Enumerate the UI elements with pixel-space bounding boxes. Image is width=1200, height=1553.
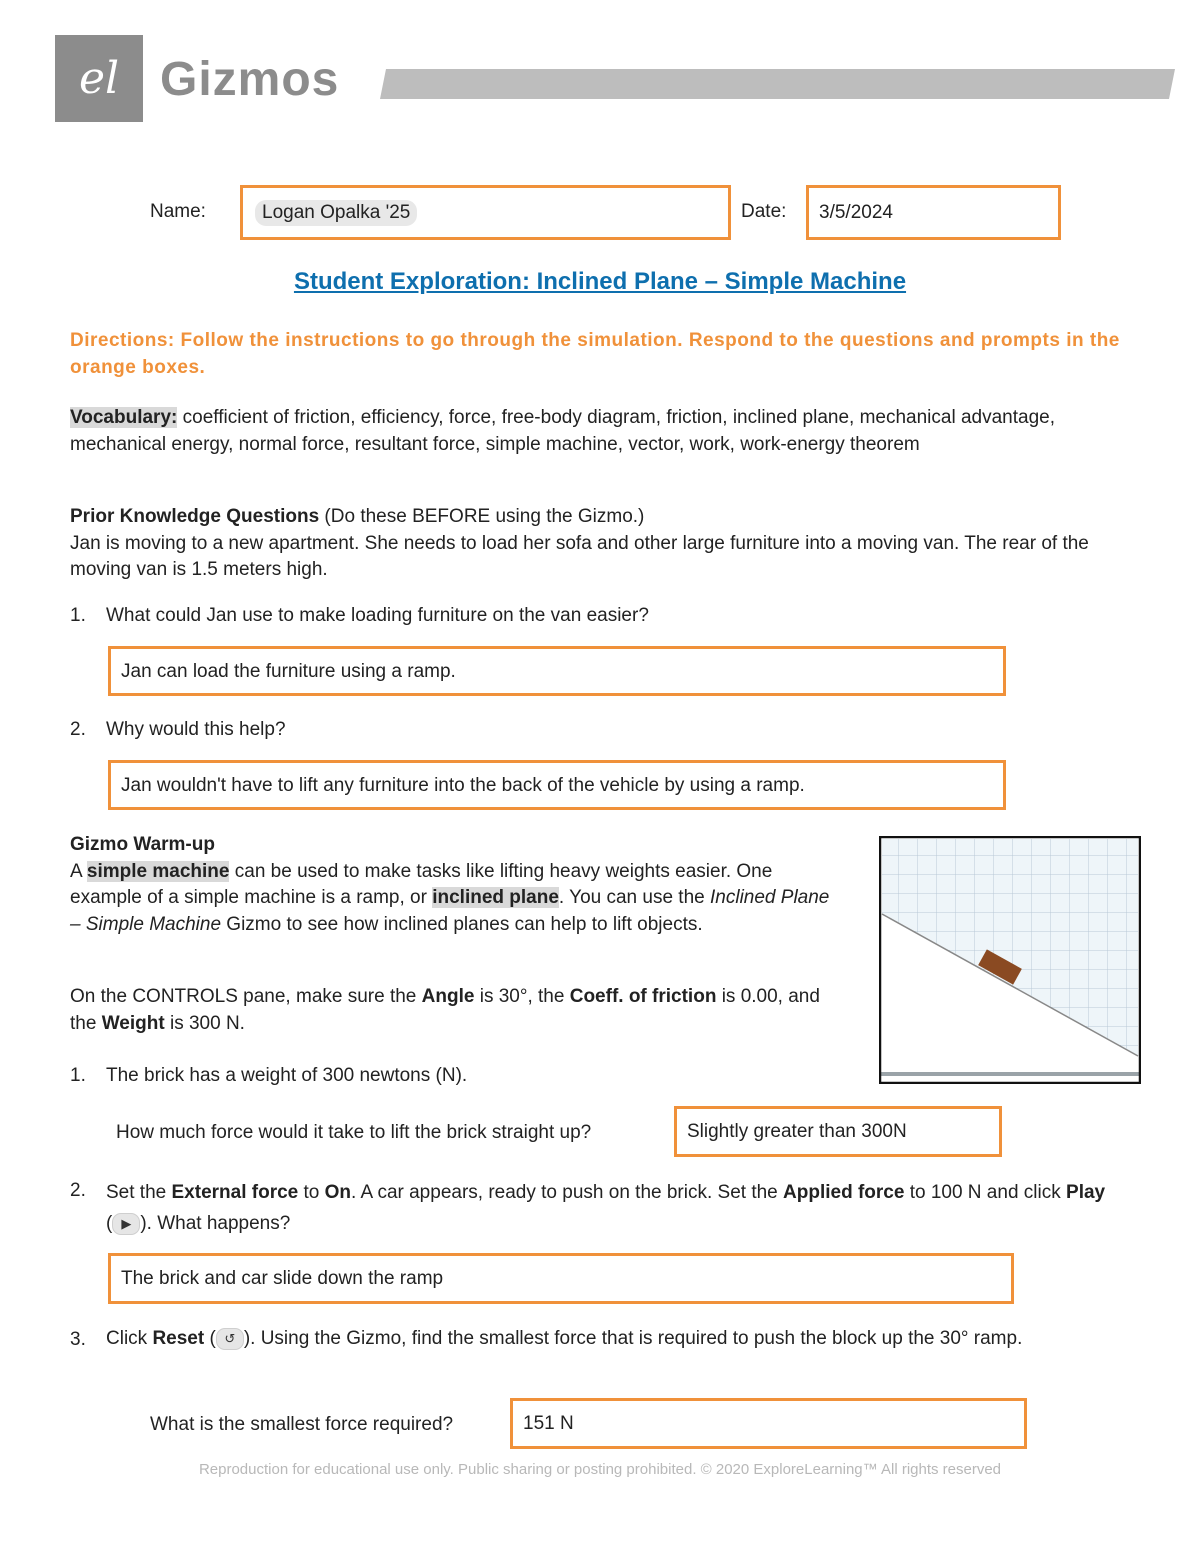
gizmo-screenshot — [879, 836, 1141, 1084]
warmup-q3-number: 3. — [70, 1329, 86, 1350]
explorelearning-logo: el — [55, 35, 143, 122]
warmup-q2-number: 2. — [70, 1180, 86, 1201]
warmup-q3-text: Click Reset ( ↺ ). Using the Gizmo, find the smallest force that is required to push the block up the 30° ramp. — [106, 1328, 1023, 1349]
footer-copyright: Reproduction for educational use only. Public sharing or posting prohibited. © 2020 ExploreLearning™ All rights reserved — [198, 1461, 1002, 1478]
date-value: 3/5/2024 — [819, 202, 893, 223]
warmup-answer-3-text: 151 N — [523, 1413, 574, 1434]
name-value: Logan Opalka '25 — [255, 200, 417, 226]
warmup-q2-text: Set the External force to On. A car appears, ready to push on the brick. Set the Applied force to 100 N and click Play ( ▶ ). What happens? — [106, 1182, 1106, 1234]
prior-answer-2-text: Jan wouldn't have to lift any furniture into the back of the vehicle by using a ramp. — [121, 775, 805, 796]
vocabulary-text: coefficient of friction, efficiency, force, free-body diagram, friction, inclined plane, mechanical advantage, mechanical energy, normal force, resultant force, simple machine, vector, work, work-energy theorem — [70, 407, 1055, 455]
warmup-answer-1[interactable] — [674, 1106, 1002, 1157]
warmup-section — [70, 832, 840, 938]
prior-heading: Prior Knowledge Questions — [70, 506, 320, 527]
warmup-heading: Gizmo Warm-up — [70, 834, 215, 855]
warmup-q3-subquestion: What is the smallest force required? — [150, 1414, 454, 1435]
date-label: Date: — [741, 201, 787, 222]
prior-heading-note: (Do these BEFORE using the Gizmo.) — [319, 506, 645, 527]
prior-intro: Jan is moving to a new apartment. She needs to load her sofa and other large furniture into a moving van. The rear of the moving van is 1.5 meters high. — [70, 532, 1089, 580]
prior-answer-1-text: Jan can load the furniture using a ramp. — [121, 661, 456, 682]
prior-answer-2[interactable] — [108, 760, 1006, 810]
vocabulary — [70, 405, 1130, 458]
inclined-plane-illustration — [879, 836, 1141, 1084]
warmup-answer-2[interactable] — [108, 1253, 1014, 1304]
brand-name: Gizmos — [160, 53, 340, 106]
prior-q1-number: 1. — [70, 605, 86, 626]
directions: Directions: Follow the instructions to go through the simulation. Respond to the questions and prompts in the orange boxes. — [70, 330, 1120, 378]
warmup-q1-text: The brick has a weight of 300 newtons (N). — [106, 1065, 468, 1086]
warmup-answer-2-text: The brick and car slide down the ramp — [121, 1268, 444, 1289]
name-label: Name: — [150, 201, 206, 222]
prior-answer-1[interactable] — [108, 646, 1006, 696]
warmup-q1-number: 1. — [70, 1065, 86, 1086]
play-icon: ▶ — [112, 1213, 140, 1235]
prior-q1-text: What could Jan use to make loading furniture on the van easier? — [106, 605, 649, 626]
vocabulary-label: Vocabulary: — [70, 407, 178, 428]
warmup-paragraph-2: On the CONTROLS pane, make sure the Angle is 30°, the Coeff. of friction is 0.00, and the Weight is 300 N. — [70, 986, 820, 1034]
warmup-paragraph-1: A simple machine can be used to make tasks like lifting heavy weights easier. One example of a simple machine is a ramp, or inclined plane. You can use the Inclined Plane – Simple Machine Gizmo to see how inclined planes can help to lift objects. — [70, 860, 830, 935]
page-title: Student Exploration: Inclined Plane – Simple Machine — [293, 268, 907, 295]
reset-icon: ↺ — [216, 1328, 244, 1350]
prior-q2-number: 2. — [70, 719, 86, 740]
header-bar — [380, 69, 1175, 99]
term-inclined-plane: inclined plane — [432, 887, 559, 908]
prior-q2-text: Why would this help? — [106, 719, 286, 740]
name-field[interactable] — [240, 185, 731, 240]
warmup-answer-1-text: Slightly greater than 300N — [687, 1121, 907, 1142]
warmup-q1-subquestion: How much force would it take to lift the brick straight up? — [116, 1122, 592, 1143]
date-field[interactable] — [806, 185, 1061, 240]
warmup-answer-3[interactable] — [510, 1398, 1027, 1449]
term-simple-machine: simple machine — [86, 860, 230, 882]
prior-knowledge — [70, 504, 1140, 584]
